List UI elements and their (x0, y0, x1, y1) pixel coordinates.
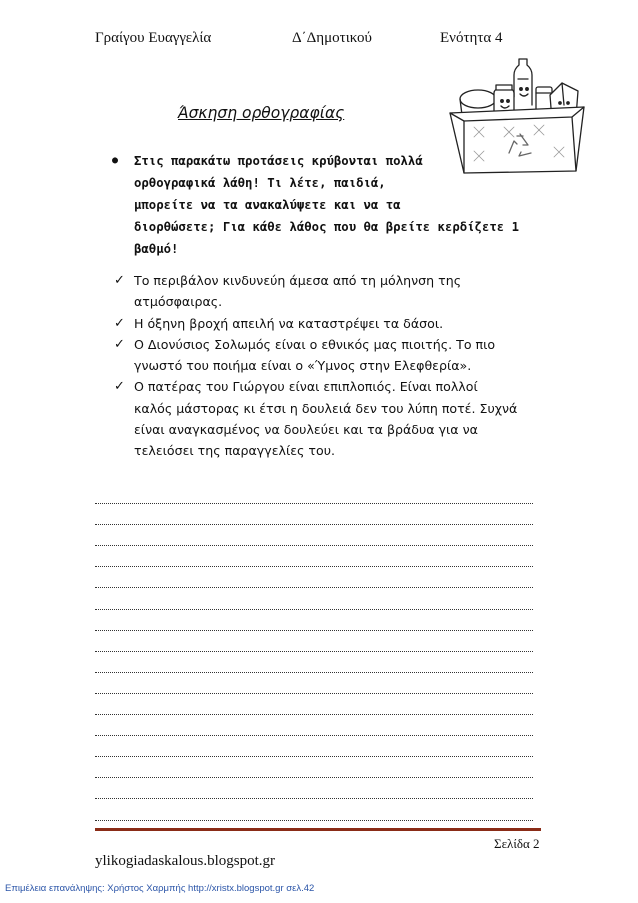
answer-line[interactable] (95, 504, 533, 525)
instruction-bullet: ● (112, 155, 119, 166)
answer-line[interactable] (95, 799, 533, 820)
answer-line[interactable] (95, 715, 533, 736)
sentence-line: ατμόσφαιρας. (134, 294, 223, 310)
answer-line[interactable] (95, 757, 533, 778)
instruction-text (134, 150, 552, 260)
sentence-line: είναι αναγκασμένος να δουλεύει και τα βράδυα για να (134, 422, 478, 438)
blog-url: ylikogiadaskalous.blogspot.gr (95, 853, 275, 869)
sentence-item (112, 334, 552, 377)
answer-line[interactable] (95, 525, 533, 546)
answer-line[interactable] (95, 778, 533, 799)
answer-line[interactable] (95, 567, 533, 588)
answer-line[interactable] (95, 652, 533, 673)
footer-divider (95, 828, 541, 831)
sentence-line: Η όξηνη βροχή απειλή να καταστρέψει τα δάσοι. (134, 315, 444, 331)
sentence-item (112, 313, 552, 334)
sentence-item (112, 270, 552, 313)
page-title: Άσκηση ορθογραφίας (178, 104, 345, 122)
answer-lines (95, 483, 533, 821)
instruction-line: ορθογραφικά λάθη! Τι λέτε, παιδιά, (134, 176, 386, 190)
instruction-line: βαθμό! (134, 242, 179, 256)
instruction-line: Στις παρακάτω προτάσεις κρύβονται πολλά (134, 154, 423, 168)
instruction-line: διορθώσετε; Για κάθε λάθος που θα βρείτε κερδίζετε 1 (134, 220, 519, 234)
sentence-item (112, 376, 552, 461)
credit-line: Επιμέλεια επανάληψης: Χρήστος Χαρμπής http://xristx.blogspot.gr σελ.42 (5, 883, 315, 894)
answer-line[interactable] (95, 694, 533, 715)
answer-line[interactable] (95, 546, 533, 567)
unit-label: Ενότητα 4 (440, 30, 503, 46)
answer-line[interactable] (95, 631, 533, 652)
sentence-line: Ο πατέρας του Γιώργου είναι επιπλοπιός. Είναι πολλοί (134, 379, 478, 395)
checkmark-icon: ✓ (114, 315, 125, 331)
sentence-line: καλός μάστορας κι έτσι η δουλειά δεν του λύπη ποτέ. Συχνά (134, 400, 518, 416)
sentence-list (112, 270, 552, 462)
sentence-line: γνωστό του ποιήμα είναι ο «Ύμνος στην Ελεφθερία». (134, 358, 472, 374)
sentence-line: τελειόσει της παραγγελίες του. (134, 443, 336, 459)
grade-label: Δ΄Δημοτικού (292, 30, 372, 46)
instructions (112, 150, 552, 260)
answer-line[interactable] (95, 483, 533, 504)
answer-line[interactable] (95, 588, 533, 609)
sentence-line: Ο Διονύσιος Σολωμός είναι ο εθνικός μας πιοιτής. Το πιο (134, 336, 496, 352)
answer-line[interactable] (95, 610, 533, 631)
author-name: Γραίγου Ευαγγελία (95, 30, 212, 46)
sentence-line: Το περιβάλον κινδυνεύη άμεσα από τη μόληνση της (134, 273, 462, 288)
checkmark-icon: ✓ (114, 379, 125, 395)
instruction-line: μπορείτε να τα ανακαλύψετε και να τα (134, 198, 401, 212)
checkmark-icon: ✓ (114, 273, 125, 288)
checkmark-icon: ✓ (114, 336, 125, 352)
answer-line[interactable] (95, 736, 533, 757)
page-header (95, 30, 535, 52)
page-number: Σελίδα 2 (494, 836, 540, 851)
answer-line[interactable] (95, 673, 533, 694)
